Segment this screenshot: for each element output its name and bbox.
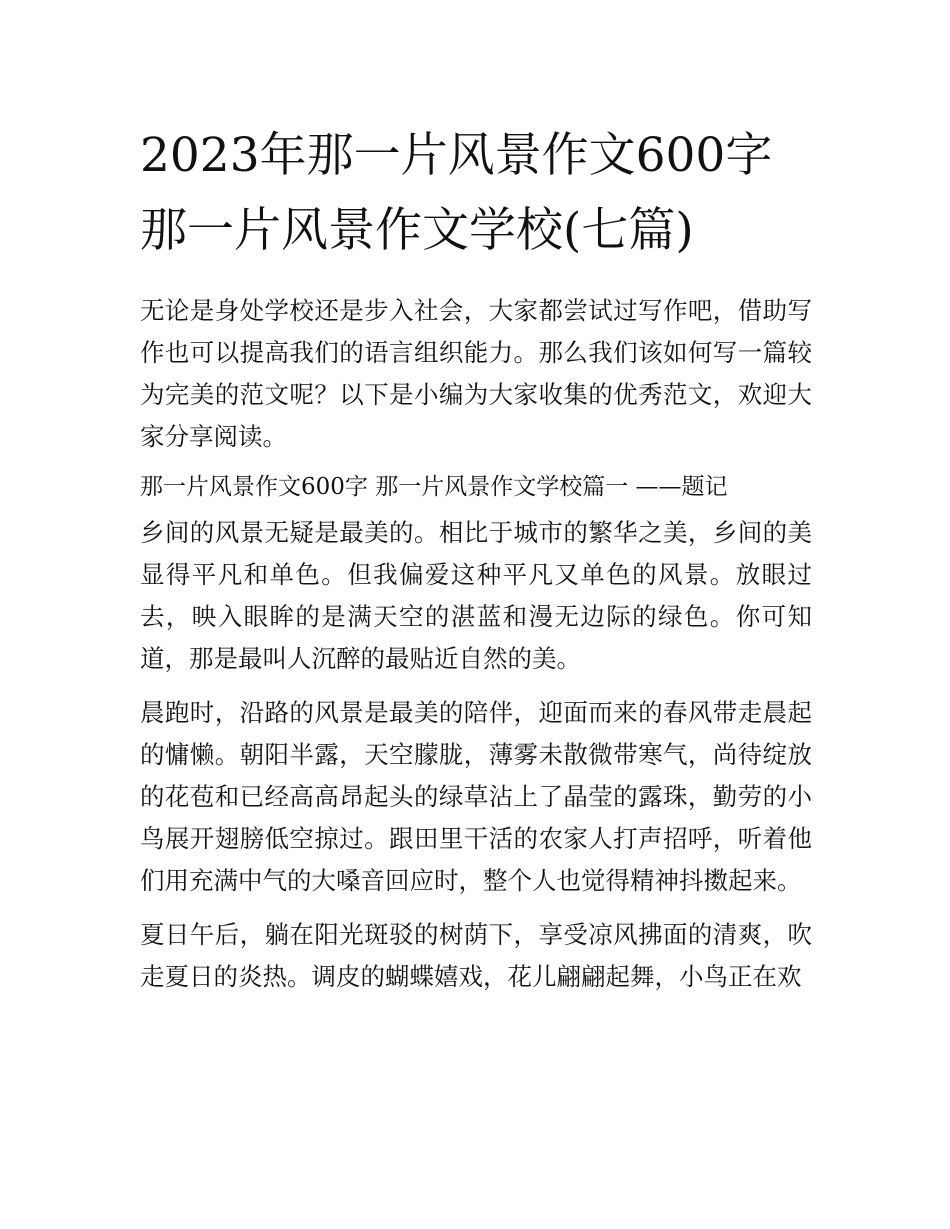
- body-paragraph-3: 夏日午后，躺在阳光斑驳的树荫下，享受凉风拂面的清爽，吹走夏日的炎热。调皮的蝴蝶嬉戏，花儿翩翩起舞，小鸟正在欢: [140, 920, 812, 991]
- section-heading: 那一片风景作文600字 那一片风景作文学校篇一 ——题记: [140, 474, 728, 500]
- document-title: [140, 0, 812, 268]
- document-page: [140, 0, 812, 1010]
- document-body: [140, 290, 812, 998]
- title-line-1: 2023年那一片风景作文600字: [140, 128, 773, 183]
- body-paragraph-1: 乡间的风景无疑是最美的。相比于城市的繁华之美，乡间的美显得平凡和单色。但我偏爱这种平凡又单色的风景。放眼过去，映入眼眸的是满天空的湛蓝和漫无边际的绿色。你可知道，那是最叫人沉醉的最贴近自然的美。: [140, 518, 812, 673]
- intro-paragraph: 无论是身处学校还是步入社会，大家都尝试过写作吧，借助写作也可以提高我们的语言组织能力。那么我们该如何写一篇较为完美的范文呢？以下是小编为大家收集的优秀范文，欢迎大家分享阅读。: [140, 296, 812, 451]
- body-paragraph-2: 晨跑时，沿路的风景是最美的陪伴，迎面而来的春风带走晨起的慵懒。朝阳半露，天空朦胧，薄雾未散微带寒气，尚待绽放的花苞和已经高高昂起头的绿草沾上了晶莹的露珠，勤劳的小鸟展开翅膀低空掠过。跟田里干活的农家人打声招呼，听着他们用充满中气的大嗓音回应时，整个人也觉得精神抖擞起来。: [140, 698, 812, 895]
- title-line-2: 那一片风景作文学校(七篇): [140, 203, 694, 258]
